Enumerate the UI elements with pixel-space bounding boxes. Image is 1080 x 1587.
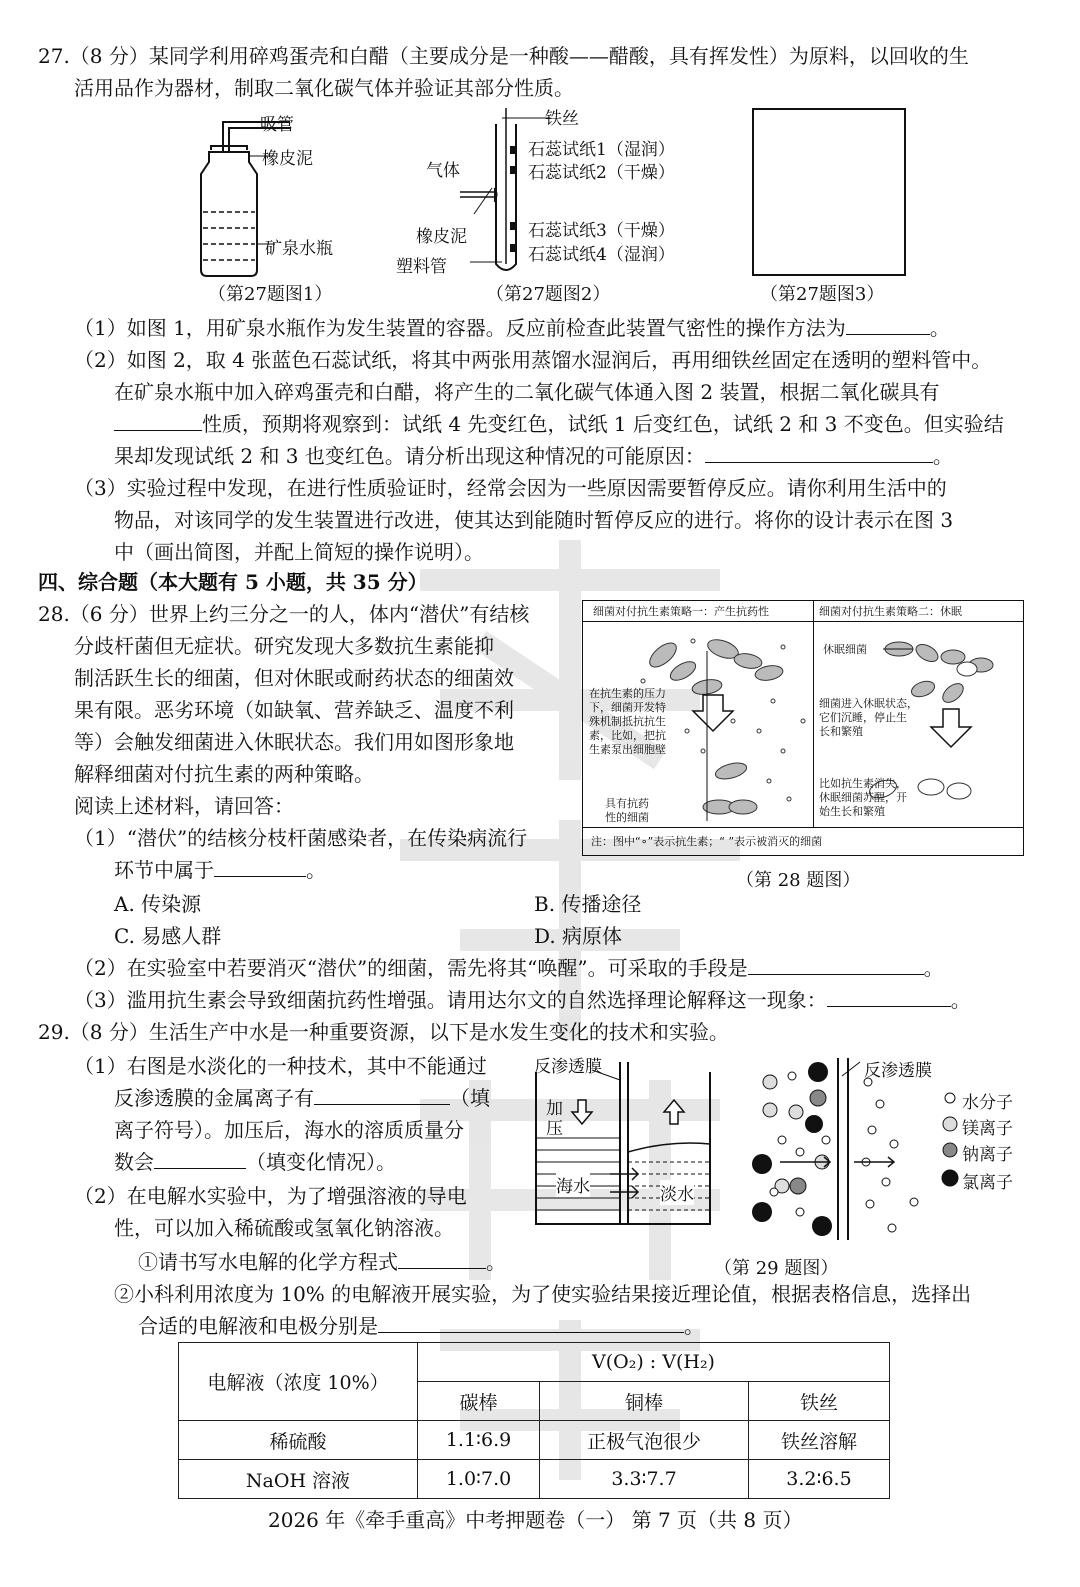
q28-fig-text1a: 在抗生素的压力 — [589, 687, 666, 700]
q28-fig-text1d: 素，比如，把抗 — [589, 729, 666, 742]
q28-fig-note: 注：图中“∘”表示抗生素；“ ”表示被消灭的细菌 — [591, 835, 823, 848]
q29-sub1-blank2[interactable] — [154, 1148, 246, 1169]
q28-stem-l4: 果有限。恶劣环境（如缺氧、营养缺乏、温度不利 — [74, 698, 514, 722]
q28-figure-caption: （第 28 题图） — [736, 870, 861, 891]
q29-sub1-d: 数会 （填变化情况）。 — [114, 1150, 396, 1174]
q28-fig-header1: 细菌对付抗生素策略一：产生抗药性 — [593, 605, 769, 618]
q27-fig2-wire-label: 铁丝 — [545, 109, 579, 129]
q27-fig1-clay-label: 橡皮泥 — [262, 149, 313, 169]
q27-fig1-caption: （第27题图1） — [208, 284, 333, 305]
q28-sub2-blank[interactable] — [748, 954, 924, 975]
q27-stem-line1: 27.（8 分）某同学利用碎鸡蛋壳和白醋（主要成分是一种酸——醋酸，具有挥发性）为原料，以回收的生 — [38, 44, 969, 68]
table-row — [179, 1460, 890, 1499]
table-cell: 铁丝溶解 — [748, 1421, 889, 1460]
q27-fig2-paper3-label: 石蕊试纸3（干燥） — [528, 221, 675, 241]
q29-fig-press1: 加 — [546, 1099, 563, 1119]
q27-sub2-blank2[interactable] — [705, 442, 933, 463]
q27-fig2-tube-label: 塑料管 — [396, 257, 447, 277]
table-header-electrode: 碳棒 — [418, 1382, 540, 1421]
q29-fig-key-mg: 镁离子 — [962, 1119, 1013, 1139]
q28-fig-text2b: 性的细菌 — [605, 811, 649, 824]
q28-sub3: （3）滥用抗生素会导致细菌抗药性增强。请用达尔文的自然选择理论解释这一现象： 。 — [74, 988, 971, 1012]
q27-sub1-blank[interactable] — [846, 314, 930, 335]
table-header-ratio: V(O₂) : V(H₂) — [418, 1343, 890, 1382]
q29-fig-key-water: 水分子 — [962, 1093, 1013, 1113]
q28-option-d[interactable]: D. 病原体 — [534, 924, 623, 948]
q29-fig-fresh-label: 淡水 — [660, 1180, 694, 1205]
q28-stem-l5: 等）会触发细菌进入休眠状态。我们用如图形象地 — [74, 730, 514, 754]
q28-fig-text4a: 细菌进入休眠状态， — [819, 697, 918, 710]
q28-fig-header2: 细菌对付抗生素策略二：休眠 — [819, 605, 962, 618]
q29-sub2-c: ①请书写水电解的化学方程式 。 — [138, 1250, 506, 1274]
q29-sub2-b: 性，可以加入稀硫酸或氢氧化钠溶液。 — [114, 1216, 454, 1240]
q28-stem-l1: 28.（6 分）世界上约三分之一的人，体内“潜伏”有结核 — [38, 602, 530, 626]
table-cell: 稀硫酸 — [179, 1421, 418, 1460]
q28-fig-text5b: 休眠细菌苏醒，开 — [819, 791, 907, 804]
table-cell: NaOH 溶液 — [179, 1460, 418, 1499]
q28-fig-text4c: 长和繁殖 — [819, 725, 863, 738]
q28-fig-text1e: 生素泵出细胞壁 — [589, 743, 666, 756]
table-header-solution: 电解液（浓度 10%） — [179, 1343, 418, 1421]
q27-fig2-paper1-label: 石蕊试纸1（湿润） — [528, 140, 675, 160]
q27-fig2-gas-label: 气体 — [426, 161, 460, 181]
q27-fig2-clay-label: 橡皮泥 — [416, 227, 467, 247]
q29-sub2-a: （2）在电解水实验中，为了增强溶液的导电 — [74, 1184, 467, 1208]
table-header-electrode: 铜棒 — [540, 1382, 749, 1421]
q28-option-a[interactable]: A. 传染源 — [114, 892, 202, 916]
table-cell: 1.1∶6.9 — [418, 1421, 540, 1460]
q29-figure-art — [530, 1052, 1030, 1250]
q28-fig-text2a: 具有抗药 — [605, 797, 649, 810]
q27-sub2-b: 在矿泉水瓶中加入碎鸡蛋壳和白醋，将产生的二氧化碳气体通入图 2 装置，根据二氧化碳具有 — [114, 380, 940, 404]
table-cell: 1.0∶7.0 — [418, 1460, 540, 1499]
q27-fig2-paper4-label: 石蕊试纸4（湿润） — [528, 245, 675, 265]
table-cell: 3.3∶7.7 — [540, 1460, 749, 1499]
q29-sub1-c: 离子符号）。加压后，海水的溶质质量分 — [114, 1118, 464, 1142]
q29-fig-sea-label: 海水 — [556, 1172, 590, 1197]
q27-fig2-paper2-label: 石蕊试纸2（干燥） — [528, 163, 675, 183]
q29-fig-key-na: 钠离子 — [962, 1145, 1013, 1165]
q28-fig-text5c: 始生长和繁殖 — [819, 805, 885, 818]
q29-fig-press2: 压 — [546, 1119, 563, 1139]
q28-fig-text1c: 殊机制抵抗抗生 — [589, 715, 666, 728]
q28-option-b[interactable]: B. 传播途径 — [534, 892, 642, 916]
q28-figure — [582, 600, 1024, 856]
q29-sub2-blank2[interactable] — [378, 1312, 684, 1333]
q29-fig-key-cl: 氯离子 — [962, 1173, 1013, 1193]
q28-sub2: （2）在实验室中若要消灭“潜伏”的细菌，需先将其“唤醒”。可采取的手段是 。 — [74, 956, 944, 980]
q27-fig3-caption: （第27题图3） — [760, 284, 885, 305]
q28-stem-l3: 制活跃生长的细菌，但对休眠或耐药状态的细菌效 — [74, 666, 514, 690]
q28-sub1-blank[interactable] — [214, 856, 306, 877]
table-cell: 3.2∶6.5 — [748, 1460, 889, 1499]
q27-sub3-c: 中（画出简图，并配上简短的操作说明）。 — [114, 540, 484, 564]
q28-fig-text4b: 它们沉睡，停止生 — [819, 711, 907, 724]
q29-stem: 29.（8 分）生活生产中水是一种重要资源，以下是水发生变化的技术和实验。 — [38, 1020, 729, 1044]
q27-sub3-a: （3）实验过程中发现，在进行性质验证时，经常会因为一些原因需要暂停反应。请你利用生活中的 — [74, 476, 947, 500]
q28-stem-l7: 阅读上述材料，请回答： — [74, 794, 294, 818]
q29-sub2-e: 合适的电解液和电极分别是 。 — [138, 1314, 704, 1338]
q28-option-c[interactable]: C. 易感人群 — [114, 924, 222, 948]
q29-fig-membrane-label: 反渗透膜 — [534, 1057, 602, 1077]
q27-stem-line2: 活用品作为器材，制取二氧化碳气体并验证其部分性质。 — [74, 76, 574, 100]
q28-fig-text1b: 下，细菌开发特 — [589, 701, 666, 714]
q29-data-table — [178, 1342, 890, 1499]
table-cell: 正极气泡很少 — [540, 1421, 749, 1460]
q27-fig1-straw-label: 吸管 — [260, 115, 294, 135]
q27-fig3-answer-box[interactable] — [752, 108, 906, 276]
q29-fig-membrane2-label: 反渗透膜 — [864, 1061, 932, 1081]
q28-sub3-blank[interactable] — [827, 986, 951, 1007]
q27-sub2-a: （2）如图 2，取 4 张蓝色石蕊试纸，将其中两张用蒸馏水湿润后，再用细铁丝固定在透明的塑料管中。 — [74, 348, 992, 372]
q27-fig1-bottle-label: 矿泉水瓶 — [265, 239, 333, 259]
q29-sub2-blank1[interactable] — [398, 1248, 486, 1269]
q28-sub1-b: 环节中属于 。 — [114, 858, 326, 882]
table-row — [179, 1421, 890, 1460]
q27-sub2-blank1[interactable] — [114, 410, 202, 431]
q27-sub2-d: 果却发现试纸 2 和 3 也变红色。请分析出现这种情况的可能原因： 。 — [114, 444, 953, 468]
q29-sub1-blank1[interactable] — [314, 1084, 450, 1105]
q27-sub1: （1）如图 1，用矿泉水瓶作为发生装置的容器。反应前检查此装置气密性的操作方法为 。 — [74, 316, 950, 340]
section-4-heading: 四、综合题（本大题有 5 小题，共 35 分） — [38, 570, 428, 594]
q28-fig-text5a: 比如抗生素消失， — [819, 777, 907, 790]
page-footer: 2026 年《牵手重高》中考押题卷（一） 第 7 页（共 8 页） — [268, 1508, 803, 1532]
q29-sub2-d: ②小科利用浓度为 10% 的电解液开展实验，为了使实验结果接近理论值，根据表格信息，选择出 — [114, 1282, 972, 1306]
q29-figure-caption: （第 29 题图） — [714, 1258, 839, 1279]
q27-sub2-c: 性质，预期将观察到：试纸 4 先变红色，试纸 1 后变红色，试纸 2 和 3 不变色。但实验结 — [114, 408, 1004, 440]
q27-sub3-b: 物品，对该同学的发生装置进行改进，使其达到能随时暂停反应的进行。将你的设计表示在图 3 — [114, 508, 954, 532]
table-header-electrode: 铁丝 — [748, 1382, 889, 1421]
q28-stem-l6: 解释细菌对付抗生素的两种策略。 — [74, 762, 374, 786]
q29-sub1-a: （1）右图是水淡化的一种技术，其中不能通过 — [74, 1054, 487, 1078]
q28-fig-text3: 休眠细菌 — [823, 643, 867, 656]
q29-sub1-b: 反渗透膜的金属离子有 （填 — [114, 1086, 490, 1110]
q27-fig2-caption: （第27题图2） — [486, 284, 611, 305]
q28-stem-l2: 分歧杆菌但无症状。研究发现大多数抗生素能抑 — [74, 634, 494, 658]
q28-sub1-a: （1）“潜伏”的结核分枝杆菌感染者，在传染病流行 — [74, 826, 528, 850]
